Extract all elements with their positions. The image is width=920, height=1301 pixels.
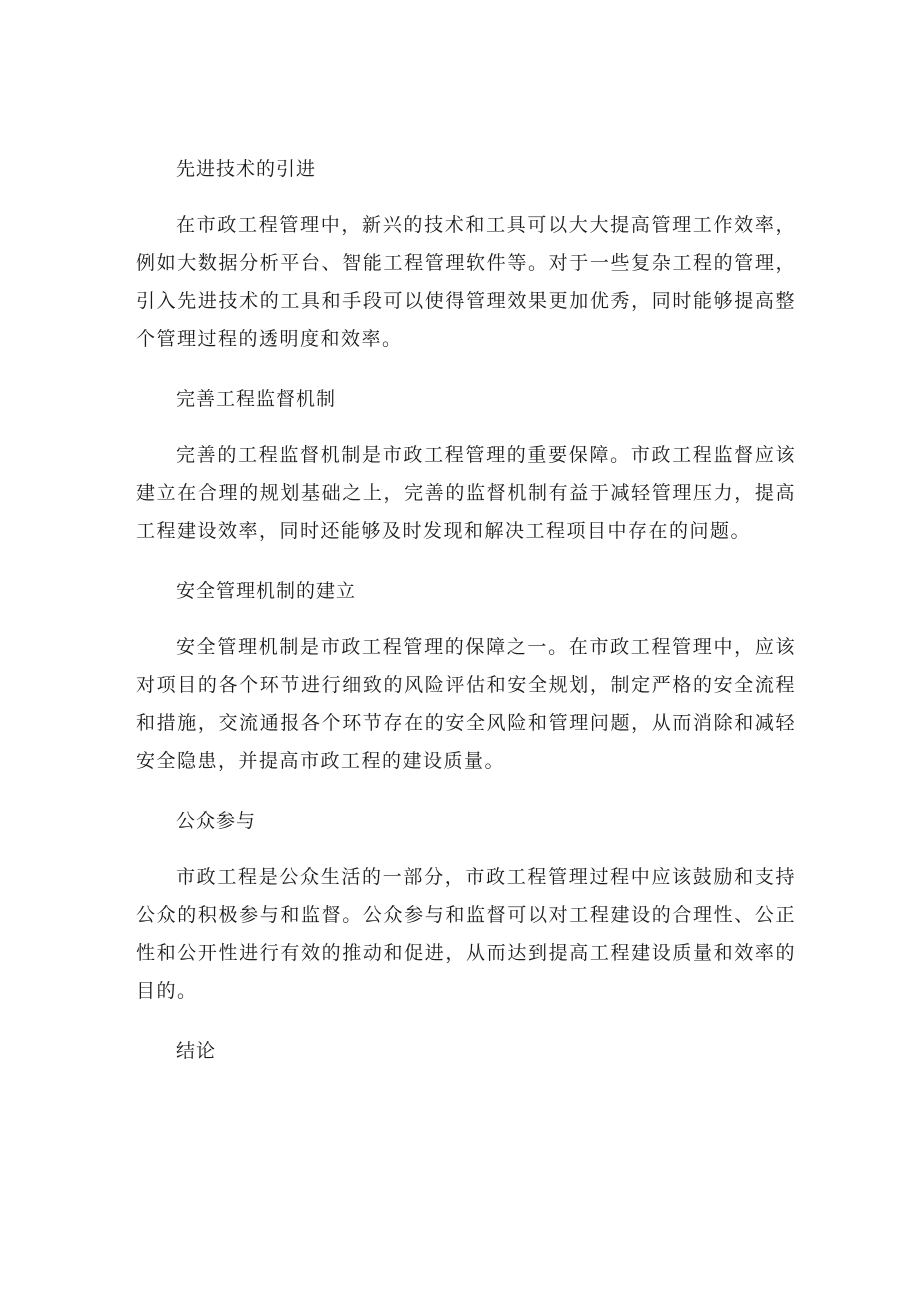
section-heading-safety: 安全管理机制的建立 <box>176 580 357 602</box>
section-paragraph-supervision: 完善的工程监督机制是市政工程管理的重要保障。市政工程监督应该建立在合理的规划基础之上，完善的监督机制有益于减轻管理压力，提高工程建设效率，同时还能够及时发现和解决工程项目中存在的问题。 <box>136 444 796 542</box>
section-heading-tech: 先进技术的引进 <box>176 158 317 180</box>
section-heading-public: 公众参与 <box>176 810 257 832</box>
section-heading-supervision: 完善工程监督机制 <box>176 388 337 410</box>
document-content <box>136 150 796 1088</box>
section-paragraph-safety: 安全管理机制是市政工程管理的保障之一。在市政工程管理中，应该对项目的各个环节进行细致的风险评估和安全规划，制定严格的安全流程和措施，交流通报各个环节存在的安全风险和管理问题，从而消除和减轻安全隐患，并提高市政工程的建设质量。 <box>136 636 796 772</box>
section-paragraph-public: 市政工程是公众生活的一部分，市政工程管理过程中应该鼓励和支持公众的积极参与和监督。公众参与和监督可以对工程建设的合理性、公正性和公开性进行有效的推动和促进，从而达到提高工程建设质量和效率的目的。 <box>136 866 796 1002</box>
section-paragraph-tech: 在市政工程管理中，新兴的技术和工具可以大大提高管理工作效率，例如大数据分析平台、智能工程管理软件等。对于一些复杂工程的管理，引入先进技术的工具和手段可以使得管理效果更加优秀，同时能够提高整个管理过程的透明度和效率。 <box>136 214 796 350</box>
section-heading-conclusion: 结论 <box>176 1040 217 1062</box>
